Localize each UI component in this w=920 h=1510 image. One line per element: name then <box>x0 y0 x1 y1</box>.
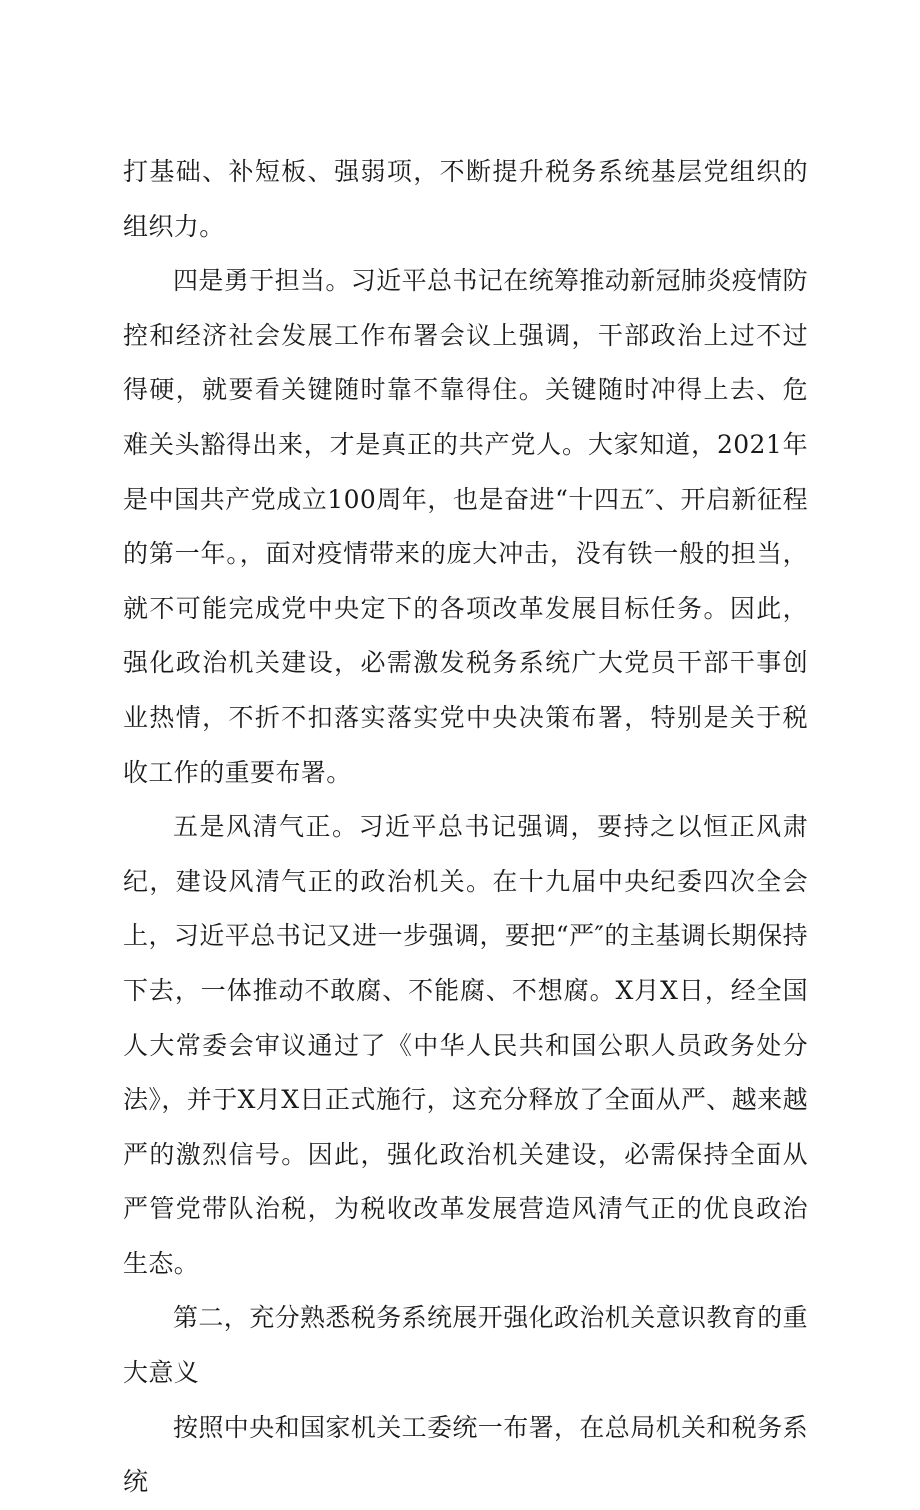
paragraph-point-four: 四是勇于担当。习近平总书记在统筹推动新冠肺炎疫情防控和经济社会发展工作布署会议上强调，干部政治上过不过得硬，就要看关键随时靠不靠得住。关键随时冲得上去、危难关头豁得出来，才是真正的共产党人。大家知道，2021年是中国共产党成立100周年，也是奋进“十四五″、开启新征程的第一年。，面对疫情带来的庞大冲击，没有铁一般的担当，就不可能完成党中央定下的各项改革发展目标任务。因此，强化政治机关建设，必需激发税务系统广大党员干部干事创业热情，不折不扣落实落实党中央决策布署，特别是关于税收工作的重要布署。 <box>123 266 809 787</box>
paragraph-continuation: 打基础、补短板、强弱项，不断提升税务系统基层党组织的组织力。 <box>123 157 808 241</box>
paragraph-section-two-start: 按照中央和国家机关工委统一布署，在总局机关和税务系统 <box>123 1412 809 1497</box>
document-body <box>123 145 808 1510</box>
paragraph-point-five: 五是风清气正。习近平总书记强调，要持之以恒正风肃纪，建设风清气正的政治机关。在十九届中央纪委四次全会上，习近平总书记又进一步强调，要把“严″的主基调长期保持下去，一体推动不敢腐、不能腐、不想腐。X月X日，经全国人大常委会审议通过了《中华人民共和国公职人员政务处分法》，并于X月X日正式施行，这充分释放了全面从严、越来越严的激烈信号。因此，强化政治机关建设，必需保持全面从严管党带队治税，为税收改革发展营造风清气正的优良政治生态。 <box>123 812 808 1278</box>
section-two-heading: 第二，充分熟悉税务系统展开强化政治机关意识教育的重大意义 <box>123 1303 809 1388</box>
